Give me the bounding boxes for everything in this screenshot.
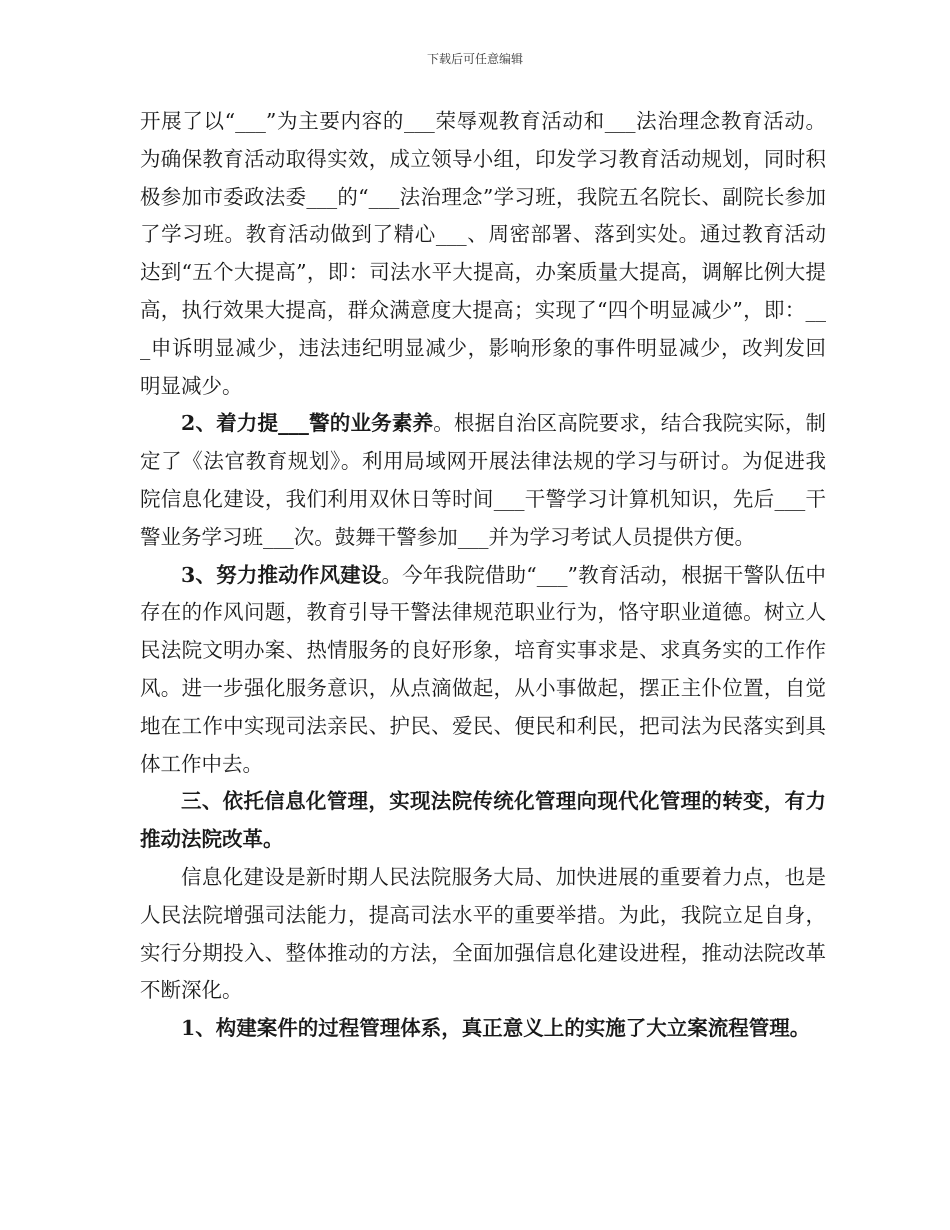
paragraph-work-style — [140, 557, 826, 784]
paragraph-business-quality — [140, 405, 826, 556]
paragraph-lead-bold: 2、着力提___警的业务素养 — [181, 411, 434, 436]
paragraph-continuation — [140, 103, 826, 405]
paragraph-lead-bold: 3、努力推动作风建设 — [181, 562, 382, 587]
section-heading-informatization: 三、依托信息化管理，实现法院传统化管理向现代化管理的转变，有力推动法院改革。 — [140, 789, 826, 852]
paragraph-text: 。今年我院借助“___”教育活动，根据干警队伍中存在的作风问题，教育引导干警法律规范职业行为，恪守职业道德。树立人民法院文明办案、热情服务的良好形象，培育实事求是、求真务实的工作作风。进一步强化服务意识，从点滴做起，从小事做起，摆正主仆位置，自觉地在工作中实现司法亲民、护民、爱民、便民和利民，把司法为民落实到具体工作中去。 — [140, 562, 826, 776]
document-body — [140, 103, 826, 1048]
paragraph-text: 。根据自治区高院要求，结合我院实际，制定了《法官教育规划》。利用局域网开展法律法规的学习与研讨。为促进我院信息化建设，我们利用双休日等时间___干警学习计算机知识，先后___干警业务学习班___次。鼓舞干警参加___并为学习考试人员提供方便。 — [140, 411, 827, 549]
paragraph-informatization — [140, 859, 826, 1010]
paragraph-text: 信息化建设是新时期人民法院服务大局、加快进展的重要着力点，也是人民法院增强司法能力，提高司法水平的重要举措。为此，我院立足自身，实行分期投入、整体推动的方法，全面加强信息化建设进程，推动法院改革不断深化。 — [140, 864, 826, 1003]
page-header-note: 下载后可任意编辑 — [426, 52, 523, 66]
subsection-heading-case-management: 1、构建案件的过程管理体系，真正意义上的实施了大立案流程管理。 — [181, 1016, 811, 1041]
paragraph-text: 开展了以“___”为主要内容的___荣辱观教育活动和___法治理念教育活动。为确保教育活动取得实效，成立领导小组，印发学习教育活动规划，同时积极参加市委政法委___的“___法治理念”学习班，我院五名院长、副院长参加了学习班。教育活动做到了精心___、周密部署、落到实处。通过教育活动达到“五个大提高”，即：司法水平大提高，办案质量大提高，调解比例大提高，执行效果大提高，群众满意度大提高；实现了“四个明显减少”，即：___申诉明显减少，违法违纪明显减少，影响形象的事件明显减少，改判发回明显减少。 — [140, 109, 826, 398]
